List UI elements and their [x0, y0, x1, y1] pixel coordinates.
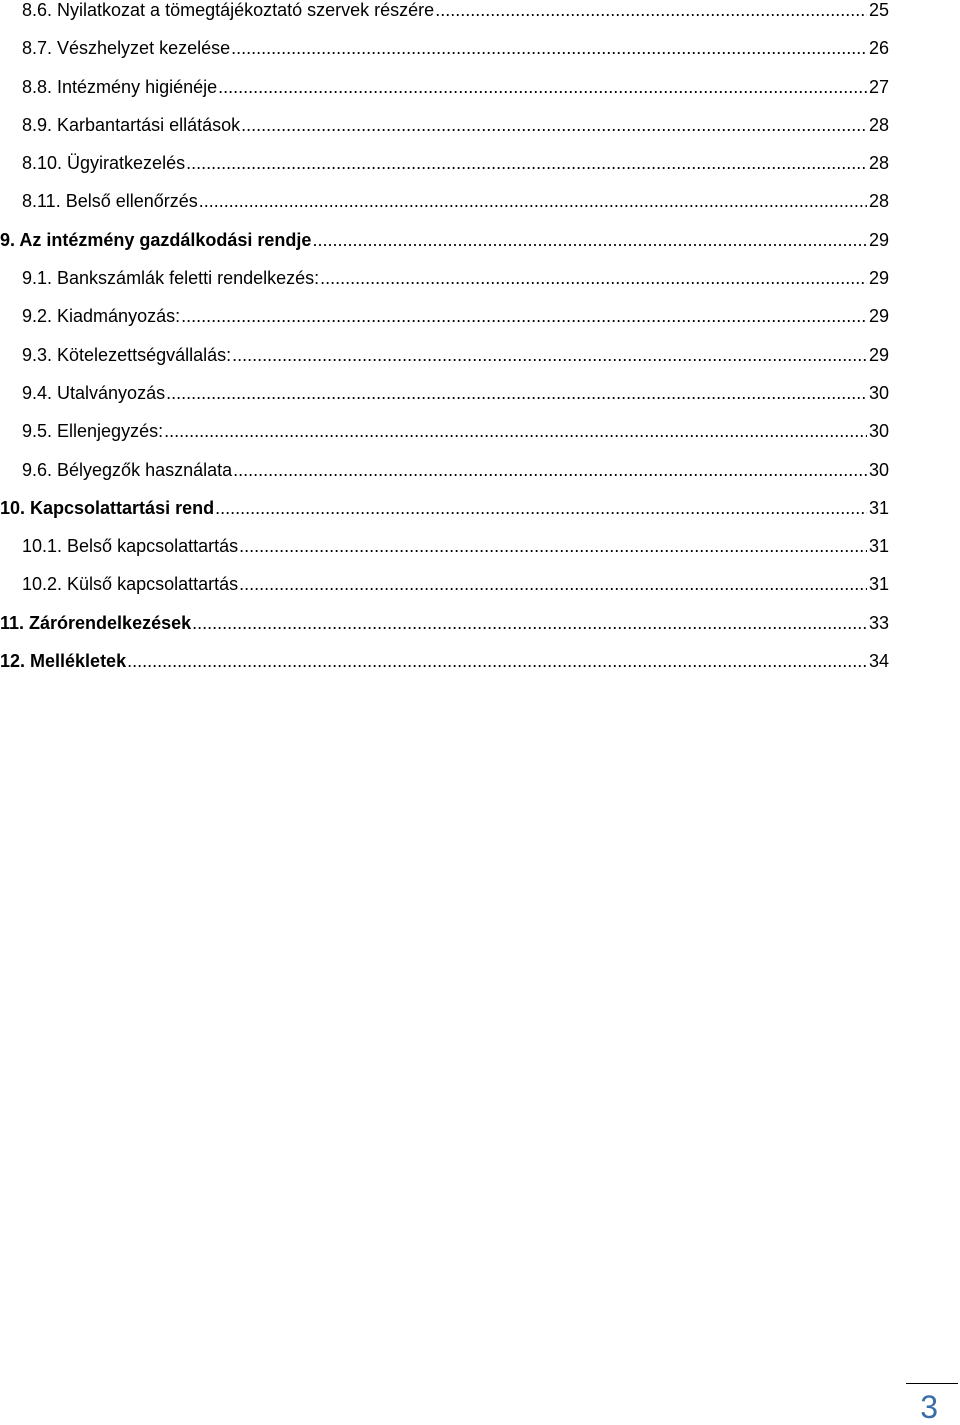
toc-entry-page: 30: [868, 382, 889, 403]
toc-entry-title: 10. Kapcsolattartási rend: [0, 497, 215, 518]
toc-entry[interactable]: [0, 268, 889, 306]
toc-entry[interactable]: [0, 153, 889, 191]
toc-entry-page: 28: [868, 114, 889, 135]
toc-entry-title: 10.2. Külső kapcsolattartás: [22, 574, 239, 595]
toc-entry-leader: [181, 306, 867, 326]
toc-entry-page: 30: [868, 459, 889, 480]
toc-entry[interactable]: [0, 383, 889, 421]
toc-entry-page: 26: [868, 38, 889, 59]
toc-entry-title: 8.11. Belső ellenőrzés: [22, 191, 198, 212]
toc-entry-leader: [312, 230, 867, 250]
toc-entry-page: 29: [868, 268, 889, 289]
toc-entry-leader: [241, 115, 867, 135]
toc-entry-leader: [127, 651, 867, 671]
toc-entry[interactable]: [0, 536, 889, 574]
toc-entry-page: 34: [868, 651, 889, 672]
toc-entry-page: 29: [868, 229, 889, 250]
toc-entry-page: 30: [868, 421, 889, 442]
toc-entry-leader: [166, 383, 867, 403]
toc-entry-page: 29: [868, 344, 889, 365]
toc-entry[interactable]: [0, 613, 889, 651]
toc-entry-page: 28: [868, 153, 889, 174]
toc-entry-leader: [435, 0, 867, 20]
toc-entry[interactable]: [0, 191, 889, 229]
page-number: 3: [920, 1389, 938, 1425]
toc-entry-leader: [231, 38, 867, 58]
toc-entry[interactable]: [0, 574, 889, 612]
toc-entry-title: 10.1. Belső kapcsolattartás: [22, 536, 239, 557]
toc-entry[interactable]: [0, 345, 889, 383]
toc-entry-title: 9.1. Bankszámlák feletti rendelkezés:: [22, 268, 320, 289]
toc-entry-page: 33: [868, 612, 889, 633]
toc-entry[interactable]: [0, 77, 889, 115]
toc-entry-leader: [164, 421, 867, 441]
toc-entry[interactable]: [0, 230, 889, 268]
toc-entry-page: 29: [868, 306, 889, 327]
toc-entry-title: 8.6. Nyilatkozat a tömegtájékoztató szervek részére: [22, 0, 435, 20]
toc-entry-title: 11. Zárórendelkezések: [0, 612, 192, 633]
toc-entry-leader: [218, 77, 867, 97]
toc-entry-page: 27: [868, 76, 889, 97]
toc-entry-title: 9.2. Kiadmányozás:: [22, 306, 181, 327]
toc-entry-leader: [192, 613, 867, 633]
toc-entry-leader: [232, 345, 867, 365]
toc-entry[interactable]: [0, 460, 889, 498]
toc-entry-title: 8.10. Ügyiratkezelés: [22, 153, 186, 174]
toc-entry-leader: [239, 536, 867, 556]
toc-entry-title: 8.7. Vészhelyzet kezelése: [22, 38, 231, 59]
toc-entry-title: 9. Az intézmény gazdálkodási rendje: [0, 229, 312, 250]
toc-entry-leader: [233, 460, 867, 480]
toc-entry-page: 31: [868, 536, 889, 557]
toc-entry-leader: [320, 268, 867, 288]
toc-entry-leader: [186, 153, 867, 173]
toc-entry-title: 9.4. Utalványozás: [22, 382, 166, 403]
toc-entry-title: 8.9. Karbantartási ellátások: [22, 114, 241, 135]
toc-entry-title: 8.8. Intézmény higiénéje: [22, 76, 218, 97]
toc-entry-title: 9.3. Kötelezettségvállalás:: [22, 344, 232, 365]
toc-entry[interactable]: [0, 306, 889, 344]
toc-entry[interactable]: [0, 651, 889, 689]
toc-entry-page: 28: [868, 191, 889, 212]
toc-entry-leader: [215, 498, 867, 518]
toc-entry-leader: [239, 574, 867, 594]
footer-rule: [906, 1383, 958, 1384]
toc-entry[interactable]: [0, 498, 889, 536]
toc-entry-page: 31: [868, 497, 889, 518]
toc-entry-page: 31: [868, 574, 889, 595]
toc-entry-title: 9.6. Bélyegzők használata: [22, 459, 233, 480]
toc-entry[interactable]: [0, 421, 889, 459]
table-of-contents: [0, 0, 889, 689]
toc-entry-title: 12. Mellékletek: [0, 651, 127, 672]
toc-entry[interactable]: [0, 38, 889, 76]
toc-entry-title: 9.5. Ellenjegyzés:: [22, 421, 164, 442]
toc-entry[interactable]: [0, 0, 889, 38]
toc-entry-page: 25: [868, 0, 889, 20]
toc-entry[interactable]: [0, 115, 889, 153]
toc-entry-leader: [199, 191, 867, 211]
